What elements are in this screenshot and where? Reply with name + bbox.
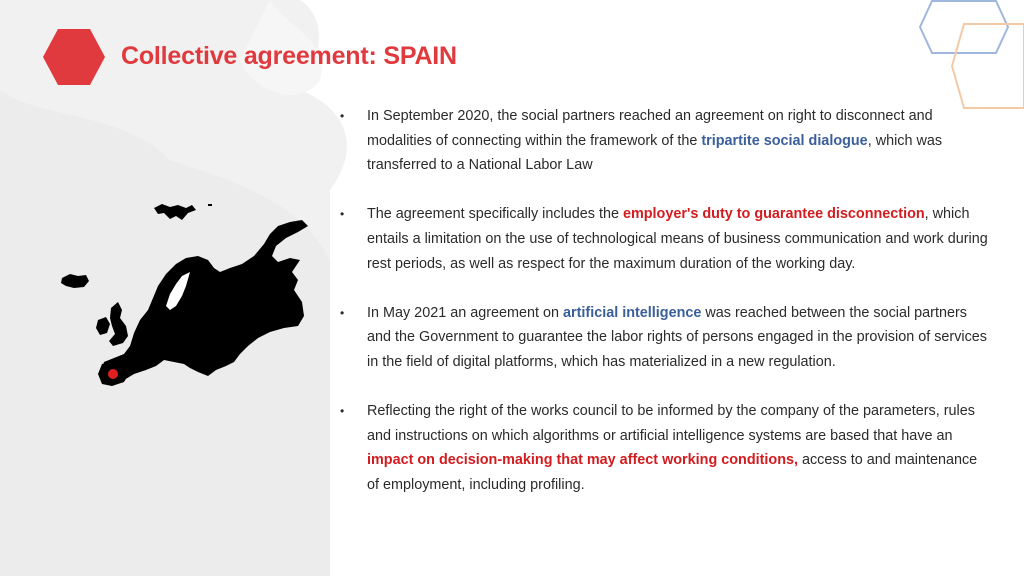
bullet-marker: • — [340, 404, 345, 419]
outline-hexagons-icon — [912, 0, 1024, 112]
bullet-text-normal: , which entails a limitation on the use of technological means of business communication and work during rest periods, as well as respect for the maximum duration of the working day. — [367, 206, 988, 272]
bullet-text-highlight: impact on decision-making that may affect working conditions, — [367, 452, 798, 469]
red-hexagon-icon — [42, 28, 106, 86]
bullet-text-normal: was reached between the social partners and the Government to guarantee the labor rights of persons engaged in the provision of services in the field of digital platforms, which has materialized in a new regulation. — [367, 304, 987, 370]
bullet-text-normal: In September 2020, the social partners reached an agreement on right to disconnect and modalities of connecting within the framework of the — [367, 108, 933, 149]
bullet-text-normal: The agreement specifically includes the — [367, 206, 623, 223]
bullet-marker: • — [340, 207, 345, 222]
bullet-text-highlight: employer's duty to guarantee disconnection — [622, 206, 925, 223]
bullet-item — [340, 301, 990, 375]
bullet-text-normal: , which was transferred to a National Labor Law — [367, 132, 943, 174]
page-title: Collective agreement: SPAIN — [121, 42, 457, 70]
bullet-text-normal: access to and maintenance of employment, including profiling. — [367, 452, 978, 493]
bullet-item — [340, 399, 990, 497]
bullet-marker: • — [340, 109, 345, 123]
bullet-text-normal: Reflecting the right of the works council to be informed by the company of the parameters, rules and instructions on which algorithms or artificial intelligence systems are based that have an — [367, 403, 975, 444]
bullet-text-highlight: artificial intelligence — [563, 304, 702, 321]
bullet-list — [340, 104, 990, 522]
bullet-text-highlight: tripartite social dialogue — [701, 132, 868, 149]
bullet-item — [340, 104, 990, 178]
bullet-item — [340, 202, 990, 276]
europe-map-icon — [58, 198, 320, 390]
bullet-text-normal: In May 2021 an agreement on — [367, 304, 564, 321]
bullet-marker: • — [340, 305, 345, 320]
